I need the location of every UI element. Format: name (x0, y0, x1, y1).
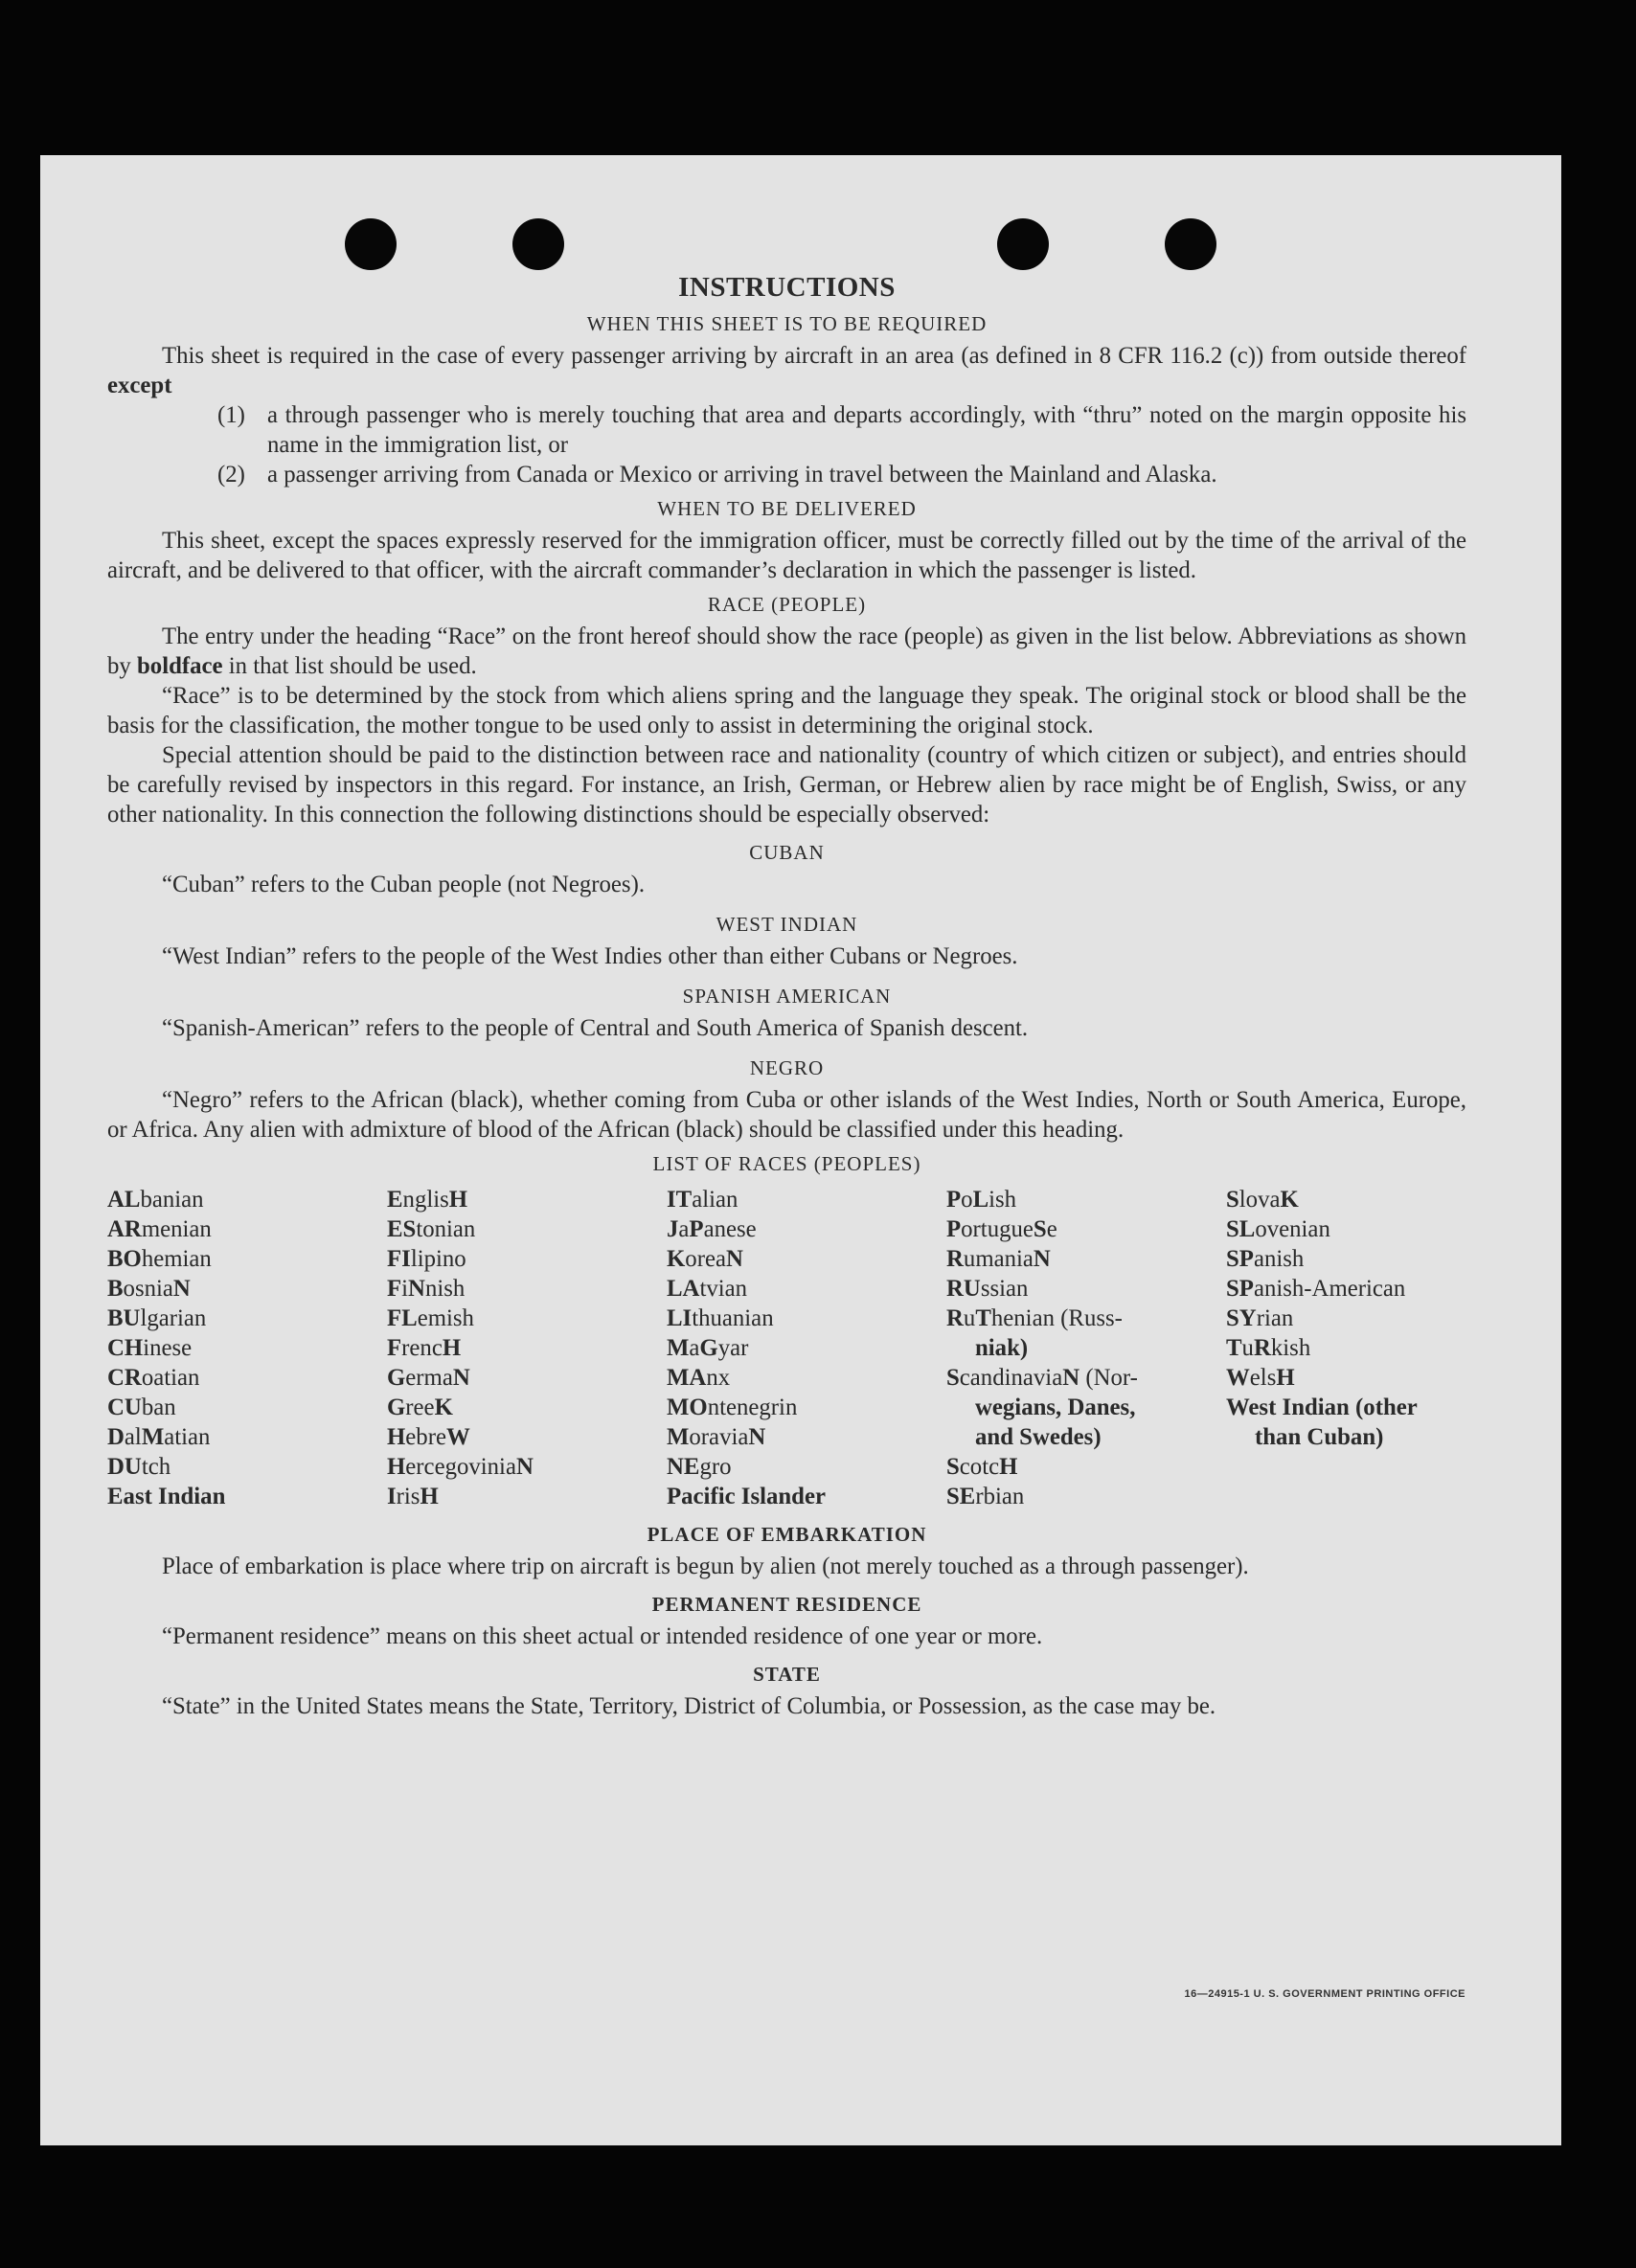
race-entry: FLemish (387, 1305, 474, 1331)
page-title: INSTRUCTIONS (678, 272, 896, 303)
race-entry: CRoatian (107, 1365, 200, 1391)
race-entry: FrencH (387, 1335, 462, 1361)
paragraph: “Permanent residence” means on this sheet actual or intended residence of one year or more. (162, 1623, 1043, 1649)
race-entry: GermaN (387, 1365, 470, 1391)
list-item: (1) a through passenger who is merely touching that area and departs accordingly, with “thru” noted on the margin opposite his name in the immigration list, or (217, 402, 1466, 458)
punch-hole (1165, 218, 1216, 270)
race-entry: DUtch (107, 1454, 171, 1480)
race-entry: wegians, Danes, (975, 1395, 1136, 1420)
race-entry: GreeK (387, 1395, 453, 1420)
paragraph: “State” in the United States means the State, Territory, District of Columbia, or Possession, as the case may be. (162, 1693, 1216, 1719)
section-heading: SPANISH AMERICAN (682, 985, 892, 1008)
paragraph: “Spanish-American” refers to the people of Central and South America of Spanish descent. (162, 1015, 1029, 1041)
punch-hole (345, 218, 397, 270)
printer-imprint: 16—24915-1 U. S. GOVERNMENT PRINTING OFFICE (1184, 1988, 1466, 2000)
race-entry: FiNnish (387, 1276, 466, 1302)
race-entry: DalMatian (107, 1424, 211, 1450)
paragraph: “Negro” refers to the African (black), whether coming from Cuba or other islands of the West Indies, North or South America, Europe, or Africa. Any alien with admixture of blood of the African (black) should be classified under this heading. (107, 1087, 1466, 1143)
races-column (667, 1185, 946, 1511)
race-entry: FIlipino (387, 1246, 466, 1272)
race-entry: MaGyar (667, 1335, 749, 1361)
race-entry: and Swedes) (975, 1424, 1102, 1450)
section-heading: WHEN THIS SHEET IS TO BE REQUIRED (586, 312, 988, 335)
paragraph: Special attention should be paid to the distinction between race and nationality (country of which citizen or subject), and entries should be carefully revised by inspectors in this regard. For instance, an Irish, German, or Hebrew alien by race might be of English, Swiss, or any other nationality. In this connection the following distinctions should be especially observed: (107, 742, 1466, 828)
race-entry: TuRkish (1226, 1335, 1311, 1361)
section-heading: PERMANENT RESIDENCE (651, 1593, 922, 1616)
race-entry: SlovaK (1226, 1187, 1299, 1213)
race-entry: RumaniaN (946, 1246, 1051, 1272)
document-sheet (40, 155, 1561, 2145)
race-entry: EStonian (387, 1216, 476, 1242)
races-column (387, 1185, 667, 1511)
instructions-content (107, 270, 1466, 1721)
race-entry: PortugueSe (946, 1216, 1057, 1242)
race-entry: SLovenian (1226, 1216, 1330, 1242)
race-entry: CUban (107, 1395, 176, 1420)
race-entry: HebreW (387, 1424, 470, 1450)
paragraph: The entry under the heading “Race” on the front hereof should show the race (people) as given in the list below. Abbreviations as shown by boldface in that list should be used. (107, 624, 1466, 679)
races-column (107, 1185, 387, 1511)
race-entry: than Cuban) (1255, 1424, 1384, 1450)
races-column (1226, 1185, 1466, 1511)
paragraph: Place of embarkation is place where trip on aircraft is begun by alien (not merely touched as a through passenger). (162, 1554, 1249, 1579)
race-entry: BUlgarian (107, 1305, 207, 1331)
race-entry: JaPanese (667, 1216, 757, 1242)
race-entry: MAnx (667, 1365, 731, 1391)
paragraph: This sheet is required in the case of every passenger arriving by aircraft in an area (as defined in 8 CFR 116.2 (c)) from outside thereof except (107, 343, 1466, 398)
race-entry: MoraviaN (667, 1424, 766, 1450)
race-entry: NEgro (667, 1454, 732, 1480)
section-heading: RACE (PEOPLE) (707, 593, 867, 616)
race-entry: PoLish (946, 1187, 1017, 1213)
race-entry: EnglisH (387, 1187, 468, 1213)
race-entry: LIthuanian (667, 1305, 774, 1331)
section-heading: CUBAN (749, 841, 825, 864)
punch-hole (512, 218, 564, 270)
race-entry: HercegoviniaN (387, 1454, 534, 1480)
race-entry: BOhemian (107, 1246, 212, 1272)
paragraph: This sheet, except the spaces expressly reserved for the immigration officer, must be correctly filled out by the time of the arrival of the aircraft, and be delivered to that officer, with the aircraft commander’s declaration in which the passenger is listed. (107, 528, 1466, 583)
race-entry: niak) (975, 1335, 1029, 1361)
section-heading: PLACE OF EMBARKATION (647, 1523, 927, 1546)
race-entry: ALbanian (107, 1187, 204, 1213)
race-entry: Pacific Islander (667, 1484, 826, 1509)
race-entry: IrisH (387, 1484, 439, 1509)
race-entry: CHinese (107, 1335, 193, 1361)
race-entry: SPanish-American (1226, 1276, 1406, 1302)
race-entry: ARmenian (107, 1216, 212, 1242)
race-entry: ITalian (667, 1187, 738, 1213)
section-heading: WEST INDIAN (716, 913, 858, 936)
races-column (946, 1185, 1226, 1511)
race-entry: RUssian (946, 1276, 1029, 1302)
section-heading: NEGRO (749, 1056, 825, 1079)
list-item: (2) a passenger arriving from Canada or Mexico or arriving in travel between the Mainland and Alaska. (217, 462, 1217, 488)
section-heading: STATE (753, 1663, 821, 1686)
paragraph: “Cuban” refers to the Cuban people (not Negroes). (162, 872, 646, 897)
race-entry: SPanish (1226, 1246, 1305, 1272)
race-entry: BosniaN (107, 1276, 191, 1302)
race-entry: RuThenian (Russ- (946, 1305, 1123, 1331)
punch-hole (997, 218, 1049, 270)
race-entry: KoreaN (667, 1246, 743, 1272)
race-entry: ScandinaviaN (Nor- (946, 1365, 1138, 1391)
race-entry: SErbian (946, 1484, 1025, 1509)
race-entry: WelsH (1226, 1365, 1295, 1391)
section-heading: WHEN TO BE DELIVERED (657, 497, 917, 520)
paragraph: “Race” is to be determined by the stock from which aliens spring and the language they speak. The original stock or blood shall be the basis for the classification, the mother tongue to be used only to assist in determining the original stock. (107, 683, 1466, 738)
race-entry: East Indian (107, 1484, 226, 1509)
race-entry: SYrian (1226, 1305, 1294, 1331)
race-entry: LAtvian (667, 1276, 748, 1302)
races-list (107, 1185, 1466, 1511)
race-entry: West Indian (other (1226, 1395, 1418, 1420)
section-heading: LIST OF RACES (PEOPLES) (652, 1152, 921, 1175)
race-entry: MOntenegrin (667, 1395, 798, 1420)
paragraph: “West Indian” refers to the people of the West Indies other than either Cubans or Negroes. (162, 943, 1018, 969)
race-entry: ScotcH (946, 1454, 1018, 1480)
